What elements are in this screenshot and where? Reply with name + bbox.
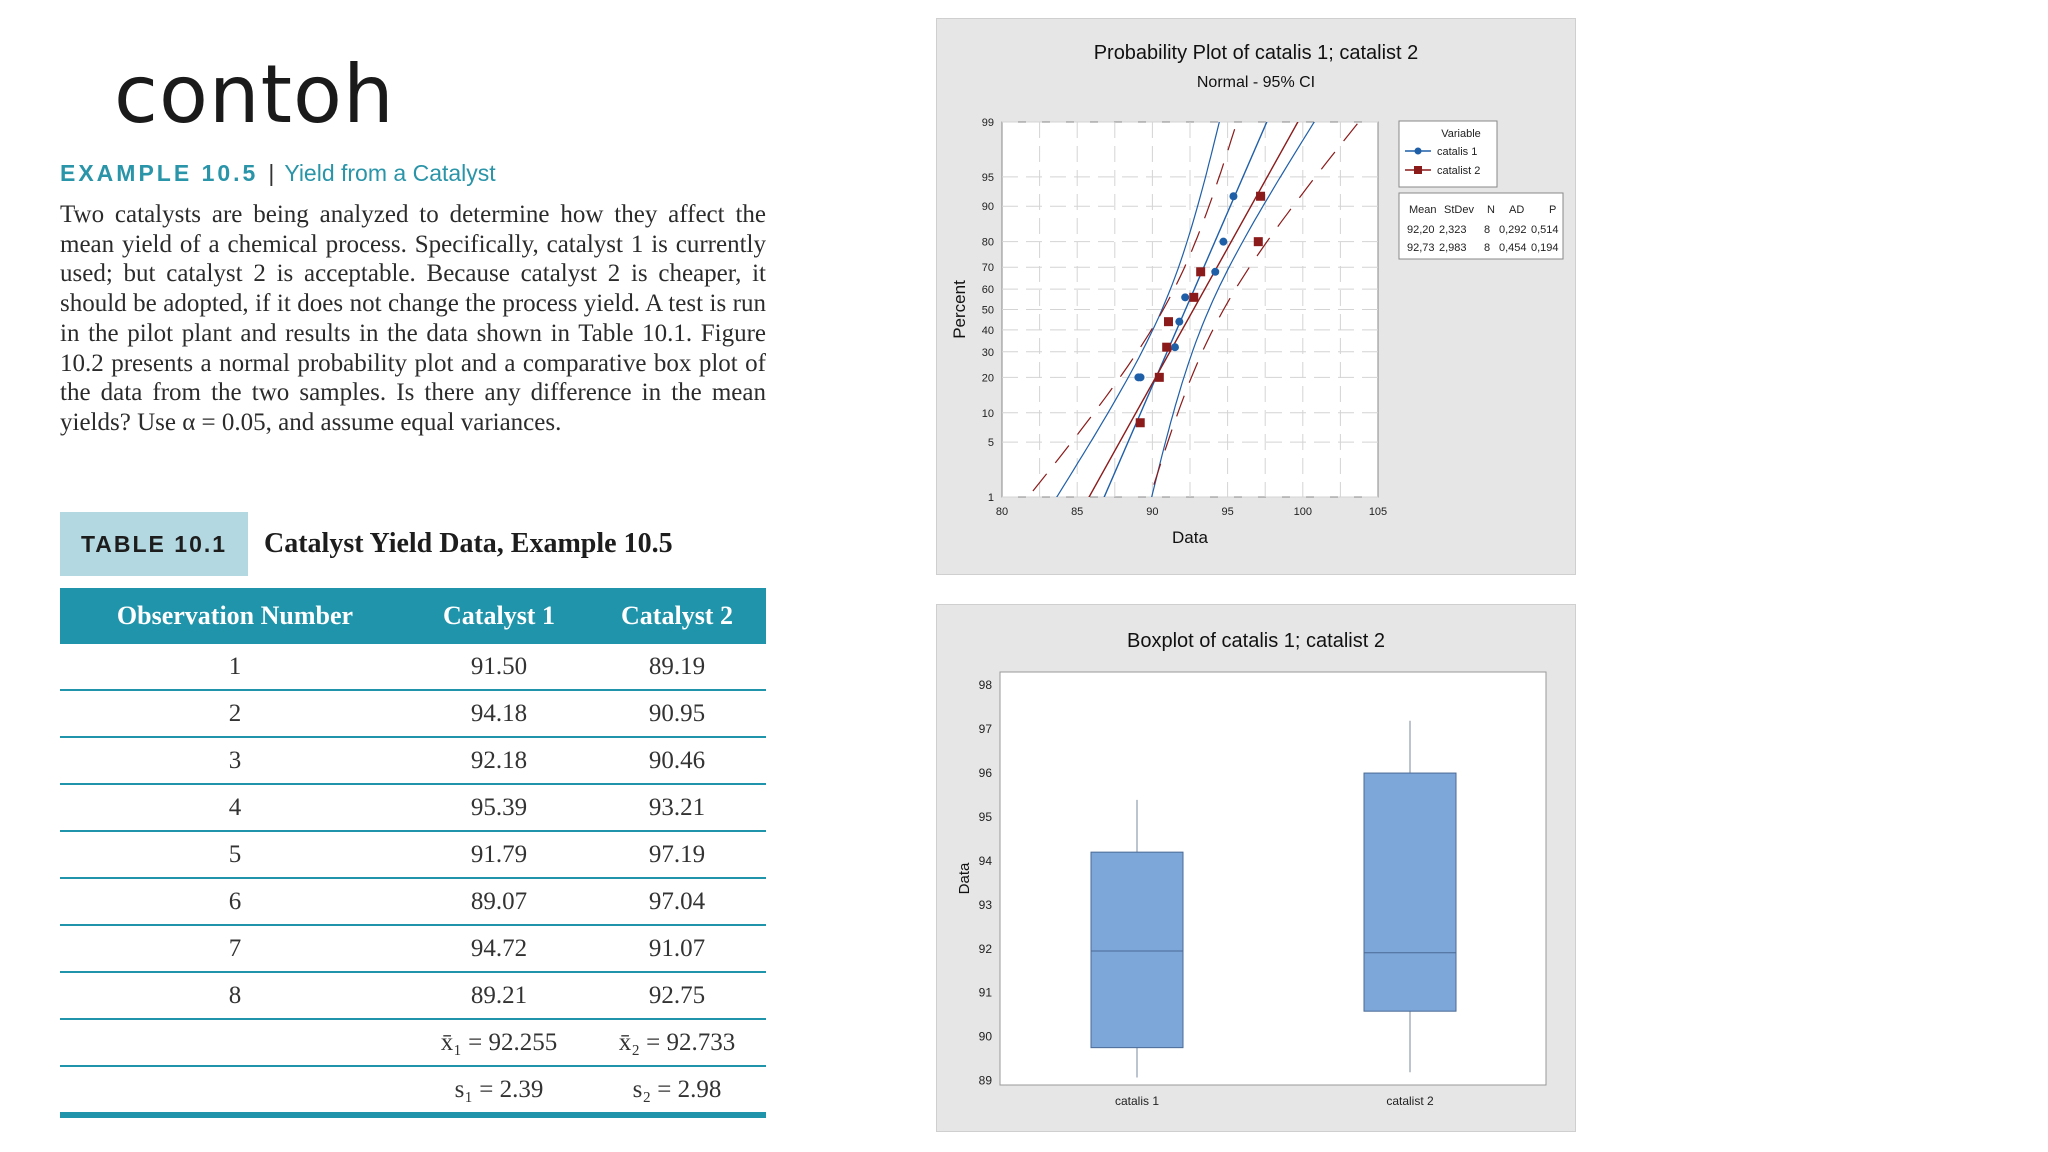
data-point	[1189, 293, 1198, 302]
summary-sd-2: s₂ = 2.98	[588, 1066, 766, 1115]
y-tick-label: 50	[981, 304, 994, 317]
stats-header: AD	[1509, 204, 1525, 216]
cell	[60, 1019, 410, 1066]
cell: 94.72	[410, 925, 588, 972]
table-tag: TABLE 10.1	[60, 512, 248, 576]
cell: 90.95	[588, 690, 766, 737]
example-heading	[60, 160, 496, 187]
boxplot	[937, 605, 1575, 1131]
y-tick-label: 70	[981, 262, 994, 275]
table-row	[60, 737, 766, 784]
y-tick-label: 99	[981, 117, 994, 129]
table-caption	[60, 512, 766, 576]
stats-cell: 2,323	[1439, 224, 1467, 236]
table-row	[60, 690, 766, 737]
stats-cell: 0,194	[1531, 242, 1559, 254]
data-point	[1219, 238, 1227, 246]
stats-cell: 92,73	[1407, 242, 1435, 254]
data-point	[1164, 317, 1173, 326]
data-point	[1155, 373, 1164, 382]
data-point	[1254, 237, 1263, 246]
stats-header: N	[1487, 204, 1495, 216]
stats-cell: 0,292	[1499, 224, 1527, 236]
cell: 95.39	[410, 784, 588, 831]
boxplot-panel	[936, 604, 1576, 1132]
y-tick-label: 95	[978, 809, 992, 824]
legend-marker	[1414, 166, 1422, 174]
cell: 94.18	[410, 690, 588, 737]
chart-title: Boxplot of catalis 1; catalist 2	[1127, 630, 1385, 652]
cell: 93.21	[588, 784, 766, 831]
y-tick-label: 97	[978, 722, 992, 737]
legend-marker	[1415, 148, 1422, 155]
y-tick-label: 60	[981, 284, 994, 297]
stats-cell: 0,514	[1531, 224, 1559, 236]
cell	[60, 1066, 410, 1115]
x-tick-label: 100	[1293, 506, 1312, 518]
y-tick-label: 91	[978, 985, 992, 1000]
data-point	[1181, 293, 1189, 301]
y-tick-label: 95	[981, 171, 994, 184]
example-body-text: Two catalysts are being analyzed to determine how they affect the mean yield of a chemical process. Specifically, catalyst 1 is currently used; but catalyst 2 is acceptable. Because catalyst 2 is cheaper, it should be adopted, if it does not change the process yield. A test is run in the pilot plant and results in the data shown in Table 10.1. Figure 10.2 presents a normal probability plot and a comparative box plot of the data from the two samples. Is there any difference in the mean yields? Use α = 0.05, and assume equal variances.	[60, 201, 766, 436]
x-tick-label: 90	[1146, 506, 1159, 518]
cell: 1	[60, 644, 410, 690]
y-tick-label: 30	[981, 346, 994, 359]
data-point	[1256, 192, 1265, 201]
stats-header: StDev	[1444, 204, 1474, 216]
chart-subtitle: Normal - 95% CI	[1196, 74, 1316, 91]
slide-title: contoh	[114, 48, 395, 141]
stats-cell: 8	[1484, 242, 1491, 254]
legend-label: catalist 2	[1437, 165, 1481, 177]
y-tick-label: 94	[978, 853, 992, 868]
stats-header: P	[1549, 204, 1557, 216]
table-row	[60, 878, 766, 925]
x-tick-label: 80	[995, 506, 1009, 518]
data-point	[1162, 343, 1171, 352]
cell: 2	[60, 690, 410, 737]
legend-label: catalis 1	[1437, 146, 1478, 158]
x-tick-label: 95	[1221, 506, 1234, 518]
x-tick-label: 105	[1368, 506, 1388, 518]
cell: 5	[60, 831, 410, 878]
y-tick-label: 89	[978, 1073, 992, 1088]
data-point	[1171, 343, 1179, 351]
stats-header: Mean	[1409, 204, 1437, 216]
y-tick-label: 5	[987, 437, 994, 450]
example-separator: |	[268, 160, 275, 186]
cell: 8	[60, 972, 410, 1019]
cell: 89.21	[410, 972, 588, 1019]
cell: 91.50	[410, 644, 588, 690]
y-tick-label: 93	[978, 897, 992, 912]
plot-area	[1000, 672, 1546, 1085]
cell: 97.04	[588, 878, 766, 925]
stats-cell: 8	[1484, 224, 1491, 236]
cell: 90.46	[588, 737, 766, 784]
table-row	[60, 831, 766, 878]
y-tick-label: 90	[978, 1029, 992, 1044]
cell: 91.07	[588, 925, 766, 972]
y-tick-label: 80	[981, 236, 994, 249]
y-tick-label: 10	[981, 407, 994, 420]
probability-plot	[937, 19, 1575, 574]
x-tick-label: catalis 1	[1114, 1094, 1160, 1108]
summary-mean-1: x̄₁ = 92.255	[410, 1019, 588, 1066]
example-number: EXAMPLE 10.5	[60, 160, 259, 186]
cell: 89.07	[410, 878, 588, 925]
table-caption-text: Catalyst Yield Data, Example 10.5	[264, 528, 673, 559]
x-axis-label: Data	[1172, 528, 1208, 547]
table-row	[60, 925, 766, 972]
legend-title: Variable	[1441, 128, 1481, 140]
stats-cell: 2,983	[1439, 242, 1467, 254]
x-tick-label: 85	[1071, 506, 1084, 518]
data-point	[1196, 267, 1205, 276]
summary-mean-2: x̄₂ = 92.733	[588, 1019, 766, 1066]
y-tick-label: 92	[978, 941, 992, 956]
y-axis-label: Percent	[950, 280, 969, 339]
summary-sd-1: s₁ = 2.39	[410, 1066, 588, 1115]
y-tick-label: 96	[978, 766, 992, 781]
data-point	[1211, 268, 1219, 276]
summary-row	[60, 1066, 766, 1115]
cell: 92.18	[410, 737, 588, 784]
y-tick-label: 40	[981, 324, 994, 337]
summary-row	[60, 1019, 766, 1066]
chart-title: Probability Plot of catalis 1; catalist 2	[1093, 42, 1419, 64]
cell: 3	[60, 737, 410, 784]
box	[1364, 773, 1456, 1011]
example-title: Yield from a Catalyst	[284, 160, 496, 186]
y-axis-label: Data	[956, 862, 973, 895]
column-header: Observation Number	[60, 588, 410, 644]
cell: 6	[60, 878, 410, 925]
data-point	[1137, 373, 1145, 381]
probability-plot-panel	[936, 18, 1576, 575]
stats-cell: 0,454	[1499, 242, 1527, 254]
data-point	[1175, 318, 1183, 326]
x-tick-label: catalist 2	[1386, 1094, 1434, 1108]
table-row	[60, 972, 766, 1019]
column-header: Catalyst 2	[588, 588, 766, 644]
catalyst-yield-table	[60, 512, 766, 1118]
stats-cell: 92,20	[1407, 224, 1435, 236]
cell: 89.19	[588, 644, 766, 690]
table-row	[60, 784, 766, 831]
y-tick-label: 98	[978, 678, 992, 693]
y-tick-label: 90	[981, 201, 994, 214]
box	[1091, 852, 1183, 1048]
data-point	[1136, 418, 1145, 427]
y-tick-label: 20	[981, 372, 994, 385]
cell: 97.19	[588, 831, 766, 878]
y-tick-label: 1	[987, 492, 994, 504]
yield-data-table	[60, 588, 766, 1118]
cell: 7	[60, 925, 410, 972]
cell: 91.79	[410, 831, 588, 878]
column-header: Catalyst 1	[410, 588, 588, 644]
cell: 4	[60, 784, 410, 831]
cell: 92.75	[588, 972, 766, 1019]
data-point	[1229, 192, 1237, 200]
table-row	[60, 644, 766, 690]
